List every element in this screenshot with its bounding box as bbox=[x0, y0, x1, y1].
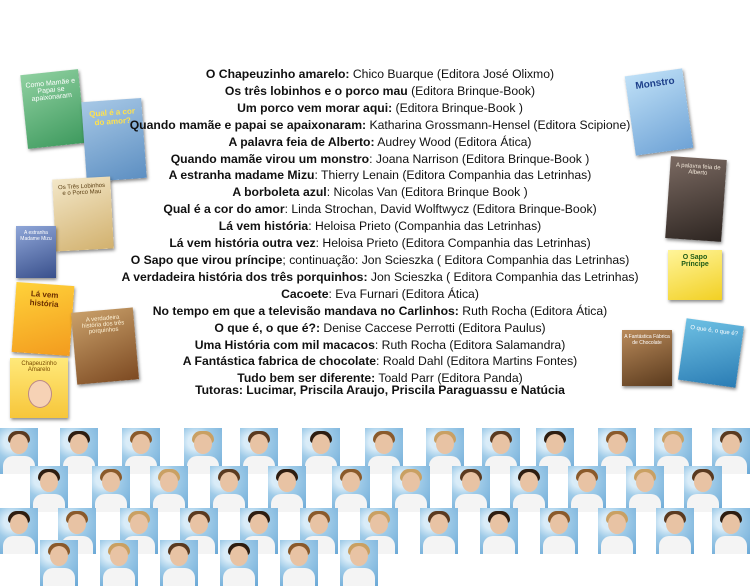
book-cover-la-vem-historia bbox=[12, 282, 75, 356]
book-author-publisher: : Heloisa Prieto (Companhia das Letrinhas) bbox=[308, 219, 542, 234]
student-photo bbox=[160, 540, 198, 586]
book-title: Lá vem história outra vez bbox=[169, 236, 316, 251]
book-author-publisher: Ruth Rocha (Editora Ática) bbox=[458, 303, 608, 318]
student-photo bbox=[268, 466, 306, 512]
book-title: A Fantástica fabrica de chocolate bbox=[182, 354, 377, 369]
book-author-publisher: Jon Scieszka ( Editora Companhia das Letrinhas) bbox=[367, 269, 639, 284]
book-entry bbox=[100, 100, 660, 117]
book-cover-chapeuzinho-amarelo bbox=[10, 358, 68, 418]
book-entry bbox=[100, 286, 660, 303]
student-photo bbox=[150, 466, 188, 512]
book-author-publisher: Toald Parr (Editora Panda) bbox=[375, 371, 523, 386]
book-entry bbox=[100, 134, 660, 151]
student-photo bbox=[280, 540, 318, 586]
book-title: Um porco vem morar aqui: bbox=[237, 100, 393, 115]
book-cover-palavra-feia bbox=[665, 156, 727, 242]
student-photo bbox=[210, 466, 248, 512]
cover-title: Chapeuzinho Amarelo bbox=[21, 361, 57, 373]
cover-title: Qual é a cor do amor? bbox=[88, 106, 136, 128]
cover-title: A verdadeira história dos três porquinhos bbox=[81, 314, 125, 336]
book-author-publisher: : Linda Strochan, David Wolftwycz (Editora Brinque-Book) bbox=[284, 202, 597, 217]
book-title: Tudo bem ser diferente: bbox=[237, 371, 376, 386]
book-author-publisher: (Editora Brinque-Book) bbox=[407, 83, 536, 98]
book-title: Cacoete bbox=[281, 286, 329, 301]
tutors-line: Tutoras: Lucimar, Priscila Araujo, Priscila Paraguassu e Natúcia bbox=[195, 383, 565, 397]
student-photo bbox=[598, 508, 636, 554]
book-entry bbox=[100, 303, 660, 320]
book-author-publisher: Audrey Wood (Editora Ática) bbox=[374, 134, 532, 149]
student-photo bbox=[420, 508, 458, 554]
book-author-publisher: Chico Buarque (Editora José Olixmo) bbox=[349, 67, 555, 81]
book-entry bbox=[100, 201, 660, 218]
cover-title: O Sapo Príncipe bbox=[681, 254, 709, 268]
book-author-publisher: Denise Caccese Perrotti (Editora Paulus) bbox=[320, 320, 546, 335]
book-author-publisher: : Roald Dahl (Editora Martins Fontes) bbox=[376, 354, 578, 369]
book-entry bbox=[100, 252, 660, 269]
book-cover-madame-mizu bbox=[16, 226, 56, 278]
book-author-publisher: : Heloisa Prieto (Editora Companhia das Letrinhas) bbox=[315, 236, 591, 251]
book-entry bbox=[100, 66, 660, 83]
book-list bbox=[100, 66, 660, 387]
student-photo bbox=[0, 508, 38, 554]
book-author-publisher: : Eva Furnari (Editora Ática) bbox=[328, 286, 479, 301]
book-title: No tempo em que a televisão mandava no Carlinhos: bbox=[152, 303, 459, 318]
student-photo bbox=[340, 540, 378, 586]
student-photo bbox=[392, 466, 430, 512]
student-photo bbox=[626, 466, 664, 512]
student-photo bbox=[92, 466, 130, 512]
student-photo bbox=[480, 508, 518, 554]
book-author-publisher: Katharina Grossmann-Hensel (Editora Scipione) bbox=[366, 117, 631, 132]
book-entry bbox=[100, 117, 660, 134]
student-photo bbox=[510, 466, 548, 512]
student-photo bbox=[332, 466, 370, 512]
book-author-publisher: : Joana Narrison (Editora Brinque-Book ) bbox=[369, 151, 590, 166]
book-title: Uma História com mil macacos bbox=[194, 337, 375, 352]
book-title: A borboleta azul bbox=[232, 185, 327, 200]
book-entry bbox=[100, 151, 660, 168]
book-title: Qual é a cor do amor bbox=[163, 202, 285, 217]
student-photo bbox=[656, 508, 694, 554]
book-title: Lá vem história bbox=[218, 219, 309, 234]
student-photo bbox=[712, 508, 750, 554]
student-photo-grid bbox=[0, 420, 750, 563]
student-photo bbox=[40, 540, 78, 586]
book-entry bbox=[100, 184, 660, 201]
book-author-publisher: : Ruth Rocha (Editora Salamandra) bbox=[374, 337, 566, 352]
book-title: A palavra feia de Alberto: bbox=[228, 134, 375, 149]
character-face-icon bbox=[28, 380, 52, 408]
cover-title: A palavra feia de Alberto bbox=[675, 162, 721, 177]
student-photo bbox=[452, 466, 490, 512]
cover-title: Os Três Lobinhos e o Porco Mau bbox=[57, 182, 106, 198]
cover-title: A Fantástica Fábrica de Chocolate bbox=[624, 334, 670, 346]
book-cover-mamae-papai bbox=[20, 69, 85, 149]
book-entry bbox=[100, 353, 660, 370]
book-author-publisher: ; continuação: Jon Scieszka ( Editora Companhia das Letrinhas) bbox=[282, 252, 630, 267]
book-title: A verdadeira história dos três porquinhos: bbox=[121, 269, 368, 284]
book-entry bbox=[100, 167, 660, 184]
book-title: Quando mamãe virou um monstro bbox=[170, 151, 370, 166]
student-photo bbox=[684, 466, 722, 512]
book-entry bbox=[100, 235, 660, 252]
book-entry bbox=[100, 320, 660, 337]
book-author-publisher: (Editora Brinque-Book ) bbox=[392, 100, 523, 115]
student-photo bbox=[540, 508, 578, 554]
student-photo bbox=[30, 466, 68, 512]
book-author-publisher: : Nicolas Van (Editora Brinque Book ) bbox=[326, 185, 528, 200]
book-title: O Sapo que virou príncipe bbox=[130, 252, 283, 267]
cover-title: O que é, o que é? bbox=[689, 324, 739, 338]
book-title: Quando mamãe e papai se apaixonaram: bbox=[129, 117, 367, 132]
cover-title: A estranha Madame Mizu bbox=[20, 230, 52, 242]
book-title: O Chapeuzinho amarelo: bbox=[205, 67, 350, 81]
book-entry bbox=[100, 269, 660, 286]
book-entry bbox=[100, 218, 660, 235]
cover-title: Monstro bbox=[634, 75, 676, 92]
student-photo bbox=[100, 540, 138, 586]
book-entry bbox=[100, 337, 660, 354]
student-photo bbox=[220, 540, 258, 586]
book-title: A estranha madame Mizu bbox=[168, 168, 315, 183]
book-cover-o-que-e bbox=[678, 318, 744, 387]
book-author-publisher: : Thierry Lenain (Editora Companhia das Letrinhas) bbox=[314, 168, 592, 183]
book-title: O que é, o que é?: bbox=[214, 320, 321, 335]
cover-title: Lá vem história bbox=[29, 289, 59, 310]
student-photo bbox=[568, 466, 606, 512]
book-cover-sapo-principe bbox=[668, 250, 722, 300]
cover-title: Como Mamãe e Papai se apaixonaram bbox=[25, 77, 76, 104]
book-entry bbox=[100, 83, 660, 100]
book-title: Os três lobinhos e o porco mau bbox=[224, 83, 408, 98]
